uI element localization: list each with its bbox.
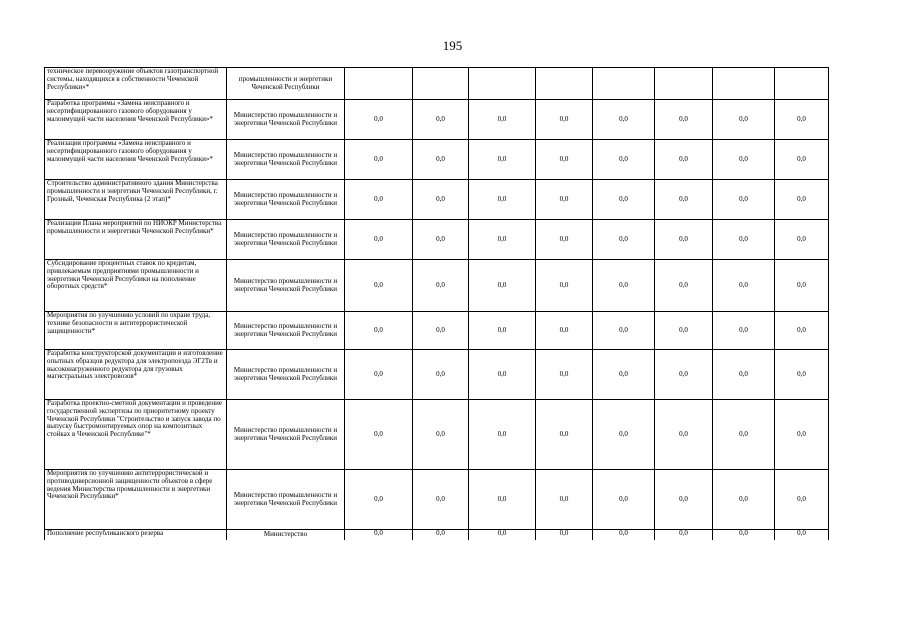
value-cell: 0,0 [536, 100, 593, 140]
activity-name-cell: Мероприятия по улучшению условий по охране труда, технике безопасности и антитеррористической защищенности* [45, 312, 227, 350]
value-cell [345, 68, 413, 100]
value-cell: 0,0 [655, 350, 713, 400]
value-cell: 0,0 [713, 350, 775, 400]
value-cell [536, 68, 593, 100]
table-body [45, 68, 829, 540]
value-cell: 0,0 [345, 350, 413, 400]
responsible-org-cell: Министерство промышленности и энергетики Чеченской Республики [227, 400, 345, 470]
value-cell: 0,0 [413, 470, 469, 530]
value-cell: 0,0 [469, 140, 536, 180]
page-number: 195 [442, 38, 463, 53]
value-cell: 0,0 [593, 470, 655, 530]
table-row [45, 400, 829, 470]
value-cell: 0,0 [775, 140, 829, 180]
table-row [45, 100, 829, 140]
value-cell: 0,0 [469, 100, 536, 140]
value-cell: 0,0 [469, 400, 536, 470]
value-cell: 0,0 [345, 180, 413, 220]
activity-name-cell: Пополнение республиканского резерва [45, 530, 227, 540]
value-cell: 0,0 [713, 180, 775, 220]
value-cell: 0,0 [775, 100, 829, 140]
value-cell: 0,0 [713, 470, 775, 530]
value-cell: 0,0 [655, 140, 713, 180]
value-cell: 0,0 [713, 140, 775, 180]
value-cell: 0,0 [345, 530, 413, 540]
table-row [45, 220, 829, 260]
value-cell: 0,0 [469, 180, 536, 220]
program-table [44, 67, 829, 540]
value-cell: 0,0 [413, 530, 469, 540]
responsible-org-cell: Министерство промышленности и энергетики Чеченской Республики [227, 180, 345, 220]
value-cell: 0,0 [593, 100, 655, 140]
value-cell: 0,0 [593, 180, 655, 220]
value-cell: 0,0 [345, 400, 413, 470]
value-cell: 0,0 [775, 530, 829, 540]
value-cell: 0,0 [655, 100, 713, 140]
value-cell: 0,0 [536, 260, 593, 312]
table-row [45, 470, 829, 530]
value-cell [713, 68, 775, 100]
activity-name-cell: Разработка конструкторской документации и изготовление опытных образцов редуктора для электропоезда ЭГ2Тв и высоконагруженного редуктора для грузовых магистральных электровозов* [45, 350, 227, 400]
responsible-org-cell: Министерство промышленности и энергетики Чеченской Республики [227, 470, 345, 530]
value-cell [655, 68, 713, 100]
activity-name-cell: Мероприятия по улучшению антитеррористической и противодиверсионной защищенности объектов в сфере ведения Министерства промышленности и энергетики Чеченской Республики* [45, 470, 227, 530]
value-cell: 0,0 [655, 470, 713, 530]
value-cell: 0,0 [345, 100, 413, 140]
value-cell: 0,0 [345, 140, 413, 180]
value-cell: 0,0 [655, 180, 713, 220]
value-cell [593, 68, 655, 100]
value-cell: 0,0 [713, 312, 775, 350]
responsible-org-cell: Министерство промышленности и энергетики Чеченской Республики [227, 260, 345, 312]
activity-name-cell: техническое перевооружение объектов газотранспортной системы, находящихся в собственности Чеченской Республики»* [45, 68, 227, 100]
table-row [45, 312, 829, 350]
table-row [45, 140, 829, 180]
value-cell: 0,0 [413, 100, 469, 140]
activity-name-cell: Строительство административного здания Министерства промышленности и энергетики Чеченской Республики, г. Грозный, Чеченская Республика (2 этап)* [45, 180, 227, 220]
responsible-org-cell: Министерство промышленности и энергетики Чеченской Республики [227, 350, 345, 400]
value-cell: 0,0 [713, 260, 775, 312]
value-cell: 0,0 [775, 180, 829, 220]
table-row [45, 350, 829, 400]
value-cell: 0,0 [713, 400, 775, 470]
value-cell: 0,0 [713, 220, 775, 260]
value-cell: 0,0 [345, 312, 413, 350]
value-cell: 0,0 [345, 470, 413, 530]
value-cell: 0,0 [655, 530, 713, 540]
activity-name-cell: Реализация Плана мероприятий по НИОКР Министерства промышленности и энергетики Чеченской Республики* [45, 220, 227, 260]
value-cell: 0,0 [713, 530, 775, 540]
value-cell: 0,0 [593, 220, 655, 260]
value-cell: 0,0 [469, 350, 536, 400]
value-cell: 0,0 [775, 220, 829, 260]
value-cell: 0,0 [536, 180, 593, 220]
activity-name-cell: Разработка программы «Замена неисправного и несертифицированного газового оборудования у малоимущей части населения Чеченской Республики»* [45, 100, 227, 140]
value-cell [469, 68, 536, 100]
value-cell: 0,0 [536, 350, 593, 400]
value-cell: 0,0 [469, 220, 536, 260]
value-cell: 0,0 [593, 530, 655, 540]
value-cell: 0,0 [775, 312, 829, 350]
value-cell: 0,0 [655, 312, 713, 350]
value-cell: 0,0 [593, 140, 655, 180]
table-row [45, 180, 829, 220]
value-cell: 0,0 [413, 400, 469, 470]
value-cell: 0,0 [413, 180, 469, 220]
value-cell: 0,0 [469, 470, 536, 530]
activity-name-cell: Разработка проектно-сметной документации и проведение государственной экспертизы по приоритетному проекту Чеченской Республики "Строительство и запуск завода по выпуску быстромонтируемых опор на композитных стойках в Чеченской Республике"* [45, 400, 227, 470]
value-cell [413, 68, 469, 100]
value-cell: 0,0 [593, 350, 655, 400]
value-cell: 0,0 [775, 260, 829, 312]
table-row [45, 530, 829, 540]
value-cell: 0,0 [413, 312, 469, 350]
value-cell: 0,0 [775, 350, 829, 400]
responsible-org-cell: Министерство промышленности и энергетики Чеченской Республики [227, 220, 345, 260]
value-cell: 0,0 [413, 140, 469, 180]
value-cell: 0,0 [536, 470, 593, 530]
value-cell: 0,0 [469, 530, 536, 540]
value-cell [775, 68, 829, 100]
value-cell: 0,0 [413, 350, 469, 400]
value-cell: 0,0 [345, 260, 413, 312]
value-cell: 0,0 [593, 260, 655, 312]
activity-name-cell: Субсидирование процентных ставок по кредитам, привлекаемым предприятиями промышленности и энергетики Чеченской Республики на пополнение оборотных средств* [45, 260, 227, 312]
responsible-org-cell: Министерство промышленности и энергетики Чеченской Республики [227, 100, 345, 140]
value-cell: 0,0 [469, 260, 536, 312]
value-cell: 0,0 [775, 470, 829, 530]
value-cell: 0,0 [536, 530, 593, 540]
value-cell: 0,0 [345, 220, 413, 260]
value-cell: 0,0 [536, 312, 593, 350]
responsible-org-cell: промышленности и энергетики Чеченской Республики [227, 68, 345, 100]
responsible-org-cell: Министерство промышленности и энергетики Чеченской Республики [227, 312, 345, 350]
table-row [45, 260, 829, 312]
responsible-org-cell: Министерство [227, 530, 345, 540]
value-cell: 0,0 [713, 100, 775, 140]
value-cell: 0,0 [469, 312, 536, 350]
table-row [45, 68, 829, 100]
value-cell: 0,0 [413, 260, 469, 312]
value-cell: 0,0 [536, 140, 593, 180]
value-cell: 0,0 [536, 220, 593, 260]
value-cell: 0,0 [593, 400, 655, 470]
value-cell: 0,0 [775, 400, 829, 470]
value-cell: 0,0 [536, 400, 593, 470]
value-cell: 0,0 [655, 260, 713, 312]
value-cell: 0,0 [655, 400, 713, 470]
activity-name-cell: Реализация программы «Замена неисправного и несертифицированного газового оборудования у малоимущей части населения Чеченской Республики»* [45, 140, 227, 180]
responsible-org-cell: Министерство промышленности и энергетики Чеченской Республики [227, 140, 345, 180]
value-cell: 0,0 [413, 220, 469, 260]
value-cell: 0,0 [593, 312, 655, 350]
value-cell: 0,0 [655, 220, 713, 260]
